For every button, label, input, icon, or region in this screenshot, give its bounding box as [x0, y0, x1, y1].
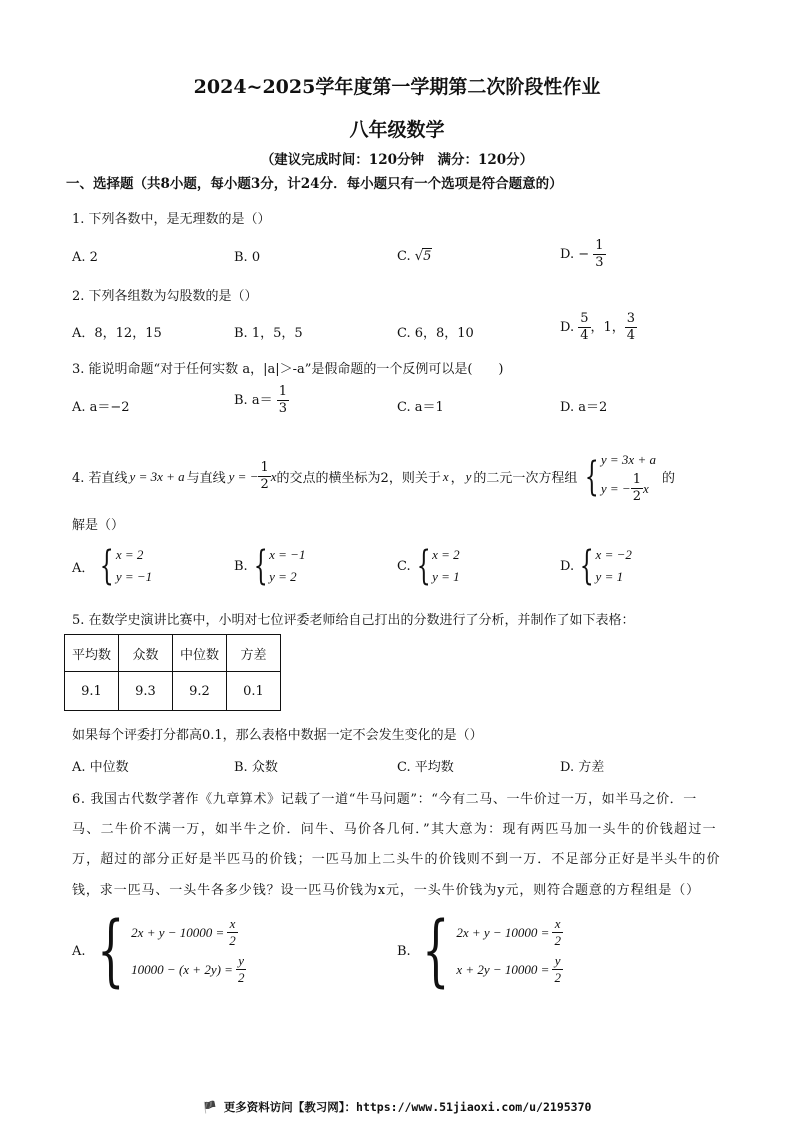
q6-option-a: [72, 906, 246, 996]
q6-option-a-system: [86, 906, 247, 996]
system-rows: [596, 544, 632, 588]
q1-radicand: 5: [423, 249, 432, 264]
frac-den: 2: [260, 477, 269, 492]
brace-symbol: {: [421, 906, 450, 996]
row-fraction: [552, 916, 563, 949]
q2-option-d-fraction-1: [578, 311, 590, 344]
q4-option-d: [560, 544, 632, 588]
table-cell: 0.1: [227, 672, 281, 711]
q4-sep: ，: [450, 471, 464, 486]
q4-option-b-label: B.: [234, 558, 248, 574]
q5-option-d: D. 方差: [560, 760, 605, 775]
frac-den: 2: [632, 489, 641, 504]
q1-option-c-label: C.: [397, 249, 411, 264]
q1-option-d: [560, 238, 606, 271]
frac-den: 4: [626, 328, 636, 343]
q4-option-a: [72, 544, 152, 588]
frac-num: y: [236, 953, 247, 970]
system-row-1: x = 2: [115, 547, 144, 562]
q2-option-d-label: D.: [560, 320, 575, 335]
q4-system-row-2-post: x: [642, 480, 649, 496]
brace-symbol: {: [416, 543, 431, 589]
q3-stem: 3. 能说明命题“对于任何实数 a，|a|＞-a”是假命题的一个反例可以是( ): [72, 362, 504, 377]
frac-den: 2: [237, 970, 245, 985]
system-row-1: x = −1: [269, 547, 306, 562]
q4-line-1-eq: y = 3x + a: [129, 468, 185, 484]
frac-num: 3: [626, 311, 636, 326]
q4-system-row-2-pre: y = −: [600, 480, 631, 496]
page-title: 2024~2025学年度第一学期第二次阶段性作业: [193, 76, 601, 98]
q4-text-2: 与直线: [186, 471, 226, 486]
system-row-1: x = −2: [595, 547, 632, 562]
frac-num: 1: [595, 238, 604, 253]
row-fraction: [552, 953, 563, 986]
q6-option-b: [397, 906, 563, 996]
system-row-2: y = 1: [432, 569, 460, 584]
row-fraction: [236, 953, 247, 986]
table-header-cell: 众数: [119, 635, 173, 672]
frac-num: y: [552, 953, 563, 970]
system-row-1: x = 2: [432, 547, 460, 562]
q2-option-d: [560, 311, 637, 344]
q5-stem: 5. 在数学史演讲比赛中，小明对七位评委老师给自己打出的分数进行了分析，并制作了如下表格：: [72, 613, 635, 628]
frac-den: 4: [580, 328, 589, 343]
frac-den: 2: [554, 933, 561, 948]
q2-option-d-mid: ，1，: [590, 320, 625, 335]
q4-option-d-system: [574, 544, 632, 588]
q6-line-2: 马、二牛价不满一万，如半牛之价．问牛、马价各几何．”其大意为：现有两匹马加一头牛的价钱超过一: [72, 822, 717, 837]
system-row-2: [456, 953, 563, 986]
frac-num: 1: [278, 384, 287, 399]
q2-option-a: A．8，12，15: [72, 326, 162, 341]
q1-option-a: A. 2: [72, 250, 98, 265]
q5-option-a: A. 中位数: [72, 760, 129, 775]
q3-option-b-label: B. a＝: [234, 393, 273, 408]
system-rows: [269, 544, 305, 588]
frac-den: 2: [229, 933, 236, 948]
table-cell: 9.3: [119, 672, 173, 711]
frac-den: 3: [278, 401, 287, 416]
frac-den: 2: [554, 970, 561, 985]
system-rows: [432, 544, 460, 588]
section-heading: 一、选择题（共8小题，每小题3分，计24分．每小题只有一个选项是符合题意的）: [66, 176, 563, 192]
system-rows: [116, 544, 152, 588]
q4-var-y: y: [465, 468, 472, 484]
q4-option-c-label: C.: [397, 558, 411, 574]
row-fraction: [227, 916, 238, 949]
frac-num: 5: [580, 311, 589, 326]
system-rows: [456, 916, 563, 986]
q6-line-1: 6. 我国古代数学著作《九章算术》记载了一道“牛马问题”：“今有二马、一牛价过一万，如半马之价．一: [72, 792, 697, 807]
q3-option-a: A. a＝−2: [72, 400, 130, 415]
frac-num: 1: [260, 460, 269, 475]
table-cell: 9.1: [65, 672, 119, 711]
q4-option-c-system: [411, 544, 460, 588]
q6-line-3: 万，超过的部分正好是半匹马的价钱；一匹马加上二头牛的价钱则不到一万．不足部分正好是半头牛的价: [72, 852, 721, 867]
q4-option-d-label: D.: [560, 558, 575, 574]
score-table: [64, 634, 281, 711]
brace-symbol: {: [585, 453, 600, 500]
q4-option-b: [234, 544, 305, 588]
q5-follow: 如果每个评委打分都高0.1，那么表格中数据一定不会发生变化的是（）: [72, 728, 483, 743]
frac-num: x: [552, 916, 563, 933]
q1-stem: 1. 下列各数中，是无理数的是（）: [72, 212, 271, 227]
system-row-2: [131, 953, 246, 986]
system-row-2: y = 1: [595, 569, 624, 584]
q4-system-rows: [601, 448, 656, 505]
q3-option-b-fraction: [277, 384, 289, 417]
brace-symbol: {: [100, 543, 115, 589]
table-cell: 9.2: [173, 672, 227, 711]
row-lhs: 2x + y − 10000 =: [456, 924, 550, 940]
q1-option-b: B. 0: [234, 250, 261, 265]
q4-text-1: 4. 若直线: [72, 471, 128, 486]
score-table-header-row: [65, 635, 281, 672]
q4-option-a-system: [94, 544, 152, 588]
brace-symbol: {: [96, 906, 125, 996]
q4-line-2-fraction: [258, 460, 270, 493]
q3-option-b: [234, 384, 289, 417]
system-rows: [131, 916, 246, 986]
frac-den: 3: [595, 255, 604, 270]
system-row-2: y = −1: [115, 569, 153, 584]
q4-system-fraction: [631, 472, 643, 505]
q4-option-b-system: [248, 544, 306, 588]
brace-symbol: {: [253, 543, 268, 589]
system-row-1: [131, 916, 246, 949]
q1-option-d-fraction: [593, 238, 605, 271]
brace-symbol: {: [579, 543, 594, 589]
q5-option-b: B. 众数: [234, 760, 278, 775]
row-lhs: 10000 − (x + 2y) =: [131, 961, 233, 977]
q6-option-a-label: A.: [72, 943, 86, 959]
q4-stem-line-2: 解是（）: [72, 518, 125, 533]
q6-option-b-system: [411, 906, 563, 996]
table-row: [65, 672, 281, 711]
q3-option-c: C. a＝1: [397, 400, 444, 415]
q2-stem: 2. 下列各组数为勾股数的是（）: [72, 289, 258, 304]
sqrt-symbol: √: [414, 249, 424, 264]
q4-system-row-1: y = 3x + a: [600, 452, 656, 467]
q4-text-4: 的二元一次方程组: [473, 471, 578, 486]
row-lhs: 2x + y − 10000 =: [131, 924, 225, 940]
q4-system: [579, 448, 656, 505]
table-header-cell: 方差: [227, 635, 281, 672]
q4-line-2-eq-post: x: [270, 468, 277, 484]
table-header-cell: 中位数: [173, 635, 227, 672]
q3-option-d: D. a＝2: [560, 400, 608, 415]
q4-option-a-label: A．: [72, 560, 95, 576]
q4-system-row-2: [601, 472, 656, 505]
q4-text-5: 的: [661, 471, 675, 486]
row-lhs: x + 2y − 10000 =: [456, 961, 550, 977]
frac-num: x: [227, 916, 238, 933]
frac-num: 1: [632, 472, 641, 487]
q4-stem: [72, 448, 675, 505]
q1-option-c: [397, 248, 432, 264]
q1-option-d-sign: −: [578, 247, 590, 262]
q5-option-c: C. 平均数: [397, 760, 454, 775]
q4-text-3: 的交点的横坐标为2，则关于: [276, 471, 441, 486]
q4-var-x: x: [442, 468, 449, 484]
q4-option-c: [397, 544, 460, 588]
q6-line-4: 钱，求一匹马、一头牛各多少钱？设一匹马价钱为x元，一头牛价钱为y元，则符合题意的方程组是（）: [72, 883, 701, 898]
q4-line-2-eq-pre: y = −: [228, 468, 259, 484]
q2-option-c: C. 6，8，10: [397, 326, 474, 341]
q1-option-d-label: D.: [560, 247, 575, 262]
q6-option-b-label: B.: [397, 943, 411, 959]
system-row-2: y = 2: [269, 569, 297, 584]
system-row-1: [456, 916, 563, 949]
page-subtitle: 八年级数学: [349, 119, 445, 141]
footer-link[interactable]: 🏴 更多资料访问【教习网】：https://www.51jiaoxi.com/u/2195370: [202, 1100, 592, 1114]
q2-option-d-fraction-2: [625, 311, 637, 344]
exam-meta: （建议完成时间：120分钟 满分：120分）: [260, 152, 534, 168]
q2-option-b: B. 1，5，5: [234, 326, 303, 341]
table-header-cell: 平均数: [65, 635, 119, 672]
